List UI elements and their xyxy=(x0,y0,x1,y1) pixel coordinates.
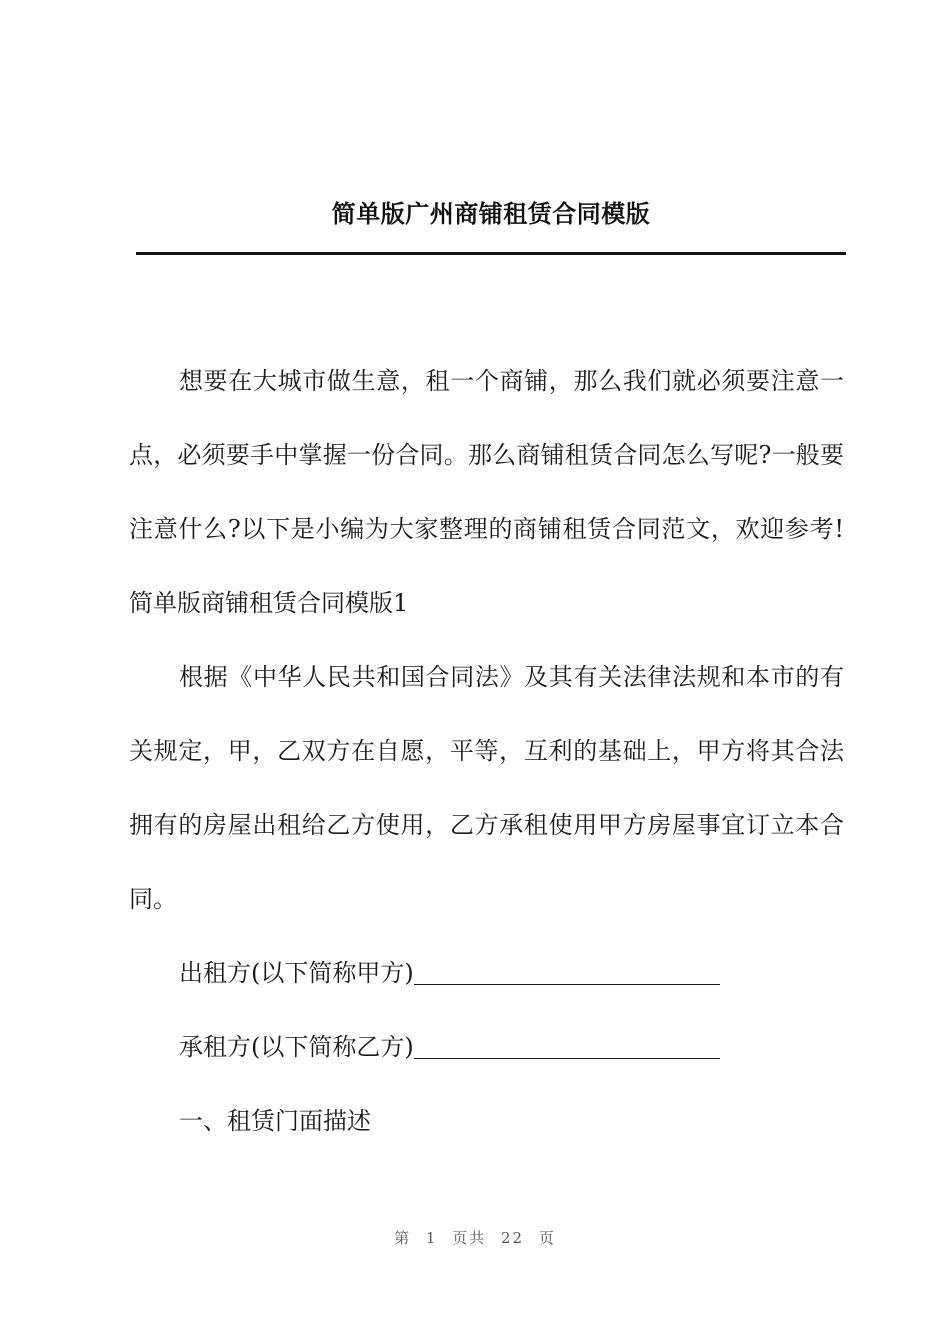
lessor-line xyxy=(129,936,844,1010)
lessee-line xyxy=(129,1010,844,1084)
title-underline xyxy=(136,252,846,255)
lessee-fill-blank xyxy=(414,1058,720,1059)
intro-paragraph: 想要在大城市做生意，租一个商铺，那么我们就必须要注意一点，必须要手中掌握一份合同。那么商铺租赁合同怎么写呢?一般要注意什么?以下是小编为大家整理的商铺租赁合同范文，欢迎参考!简单版商铺租赁合同模版1 xyxy=(129,367,844,617)
lessor-fill-blank xyxy=(414,984,720,985)
document-title: 简单版广州商铺租赁合同模版 xyxy=(331,200,651,228)
section-heading-1: 一、租赁门面描述 xyxy=(179,1107,371,1135)
document-body xyxy=(129,344,844,1158)
page-footer: 第 1 页共 22 页 xyxy=(394,1229,556,1247)
lessor-label: 出租方(以下简称甲方) xyxy=(179,959,414,987)
basis-paragraph: 根据《中华人民共和国合同法》及其有关法律法规和本市的有关规定，甲，乙双方在自愿，平等，互利的基础上，甲方将其合法拥有的房屋出租给乙方使用，乙方承租使用甲方房屋事宜订立本合同。 xyxy=(129,663,844,913)
lessee-label: 承租方(以下简称乙方) xyxy=(179,1033,414,1061)
